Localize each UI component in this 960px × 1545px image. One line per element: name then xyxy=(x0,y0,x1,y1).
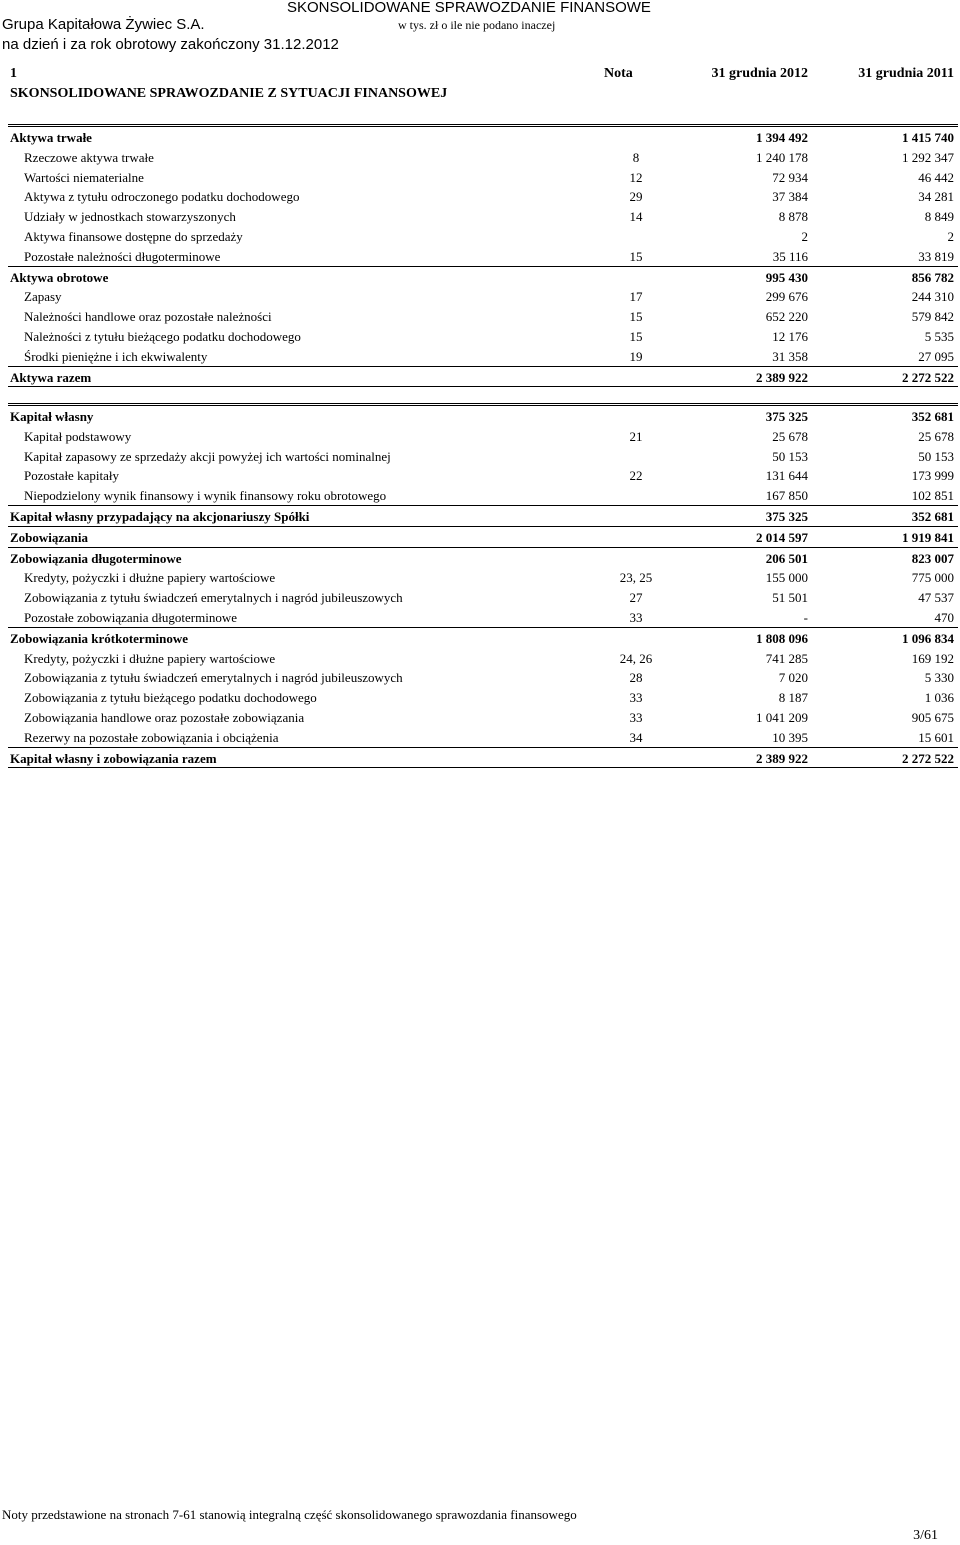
table-row xyxy=(8,587,958,607)
value-2011: 33 819 xyxy=(918,248,954,264)
value-2012: 206 501 xyxy=(765,550,808,566)
table-row xyxy=(8,548,958,568)
row-label: Kredyty, pożyczki i dłużne papiery wartościowe xyxy=(24,570,276,586)
row-note: 24, 26 xyxy=(619,650,653,666)
row-label: Zobowiązania z tytułu świadczeń emerytalnych i nagród jubileuszowych xyxy=(24,670,403,686)
table-row xyxy=(8,446,958,466)
table-row xyxy=(8,326,958,346)
header-period: na dzień i za rok obrotowy zakończony 31.12.2012 xyxy=(2,36,339,53)
value-2012: 299 676 xyxy=(765,289,808,305)
row-label: Kapitał zapasowy ze sprzedaży akcji powyżej ich wartości nominalnej xyxy=(24,448,391,464)
row-label: Pozostałe należności długoterminowe xyxy=(24,248,221,264)
value-2012: 72 934 xyxy=(772,169,808,185)
table-row xyxy=(8,707,958,727)
row-label: Kapitał własny xyxy=(10,409,94,424)
value-2011: 102 851 xyxy=(911,488,954,504)
table-row xyxy=(8,687,958,707)
table-row xyxy=(8,628,958,648)
statement-title: SKONSOLIDOWANE SPRAWOZDANIE Z SYTUACJI FINANSOWEJ xyxy=(10,86,448,101)
row-label: Aktywa obrotowe xyxy=(10,269,109,285)
row-note: 28 xyxy=(629,670,643,686)
value-2011: 169 192 xyxy=(911,650,954,666)
value-2012: 8 878 xyxy=(778,209,808,225)
value-2011: 46 442 xyxy=(918,169,954,185)
page-number: 3/61 xyxy=(913,1528,938,1543)
value-2011: 470 xyxy=(934,609,954,625)
value-2012: 131 644 xyxy=(765,468,808,484)
row-label: Zobowiązania handlowe oraz pozostałe zobowiązania xyxy=(24,709,305,725)
row-label: Aktywa z tytułu odroczonego podatku dochodowego xyxy=(24,189,300,205)
value-2011: 775 000 xyxy=(911,570,954,586)
row-note: 15 xyxy=(629,248,643,264)
value-2012: 2 389 922 xyxy=(756,369,808,385)
assets-table xyxy=(8,124,958,387)
row-label: Aktywa finansowe dostępne do sprzedaży xyxy=(24,228,243,244)
value-2012: 375 325 xyxy=(765,409,808,424)
row-label: Aktywa trwałe xyxy=(10,130,92,145)
table-row xyxy=(8,727,958,748)
row-label: Kapitał podstawowy xyxy=(24,428,132,444)
row-label: Aktywa razem xyxy=(10,369,92,385)
table-row xyxy=(8,426,958,446)
value-2012: 10 395 xyxy=(772,729,808,745)
value-2011: 2 272 522 xyxy=(902,369,954,385)
value-2012: 51 501 xyxy=(772,590,808,606)
table-row xyxy=(8,485,958,506)
row-label: Zobowiązania xyxy=(10,529,89,545)
column-header-nota: Nota xyxy=(604,66,633,81)
row-note: 15 xyxy=(629,309,643,325)
row-note: 21 xyxy=(629,428,643,444)
value-2011: 2 xyxy=(947,228,954,244)
row-note: 33 xyxy=(629,609,643,625)
row-label: Kredyty, pożyczki i dłużne papiery wartościowe xyxy=(24,650,276,666)
value-2011: 579 842 xyxy=(911,309,954,325)
row-label: Rzeczowe aktywa trwałe xyxy=(24,149,154,165)
row-note: 29 xyxy=(629,189,643,205)
table-row xyxy=(8,506,958,527)
table-row xyxy=(8,206,958,226)
value-2011: 34 281 xyxy=(918,189,954,205)
value-2011: 50 153 xyxy=(918,448,954,464)
value-2011: 1 919 841 xyxy=(902,529,954,545)
row-label: Środki pieniężne i ich ekwiwalenty xyxy=(24,348,208,364)
section-number: 1 xyxy=(10,66,17,81)
value-2012: 155 000 xyxy=(765,570,808,586)
row-note: 33 xyxy=(629,690,643,706)
value-2011: 5 535 xyxy=(924,328,954,344)
header-company: Grupa Kapitałowa Żywiec S.A. xyxy=(2,16,205,33)
row-note: 33 xyxy=(629,709,643,725)
table-row xyxy=(8,246,958,266)
row-note: 14 xyxy=(629,209,643,225)
value-2012: 1 394 492 xyxy=(756,130,808,145)
row-note: 17 xyxy=(629,289,643,305)
table-row xyxy=(8,527,958,548)
table-row xyxy=(8,366,958,388)
table-row xyxy=(8,567,958,587)
value-2012: 12 176 xyxy=(772,328,808,344)
value-2011: 25 678 xyxy=(918,428,954,444)
value-2012: 1 808 096 xyxy=(756,630,808,646)
value-2011: 244 310 xyxy=(911,289,954,305)
value-2011: 1 292 347 xyxy=(902,149,954,165)
column-header-2012: 31 grudnia 2012 xyxy=(711,66,808,81)
table-row xyxy=(8,127,958,147)
table-row xyxy=(8,607,958,628)
value-2011: 1 036 xyxy=(924,690,954,706)
row-label: Zobowiązania długoterminowe xyxy=(10,550,182,566)
row-label: Należności z tytułu bieżącego podatku dochodowego xyxy=(24,328,301,344)
value-2011: 1 415 740 xyxy=(902,130,954,145)
value-2011: 823 007 xyxy=(911,550,954,566)
row-label: Zobowiązania z tytułu bieżącego podatku dochodowego xyxy=(24,690,317,706)
table-row xyxy=(8,226,958,246)
value-2011: 27 095 xyxy=(918,348,954,364)
column-header-2011: 31 grudnia 2011 xyxy=(858,66,954,81)
row-note: 12 xyxy=(629,169,643,185)
row-label: Rezerwy na pozostałe zobowiązania i obciążenia xyxy=(24,729,279,745)
row-label: Wartości niematerialne xyxy=(24,169,144,185)
row-label: Należności handlowe oraz pozostałe należności xyxy=(24,309,272,325)
row-note: 27 xyxy=(629,590,643,606)
value-2011: 905 675 xyxy=(911,709,954,725)
value-2012: 25 678 xyxy=(772,428,808,444)
header-unit: w tys. zł o ile nie podano inaczej xyxy=(398,18,556,32)
row-label: Zobowiązania krótkoterminowe xyxy=(10,630,189,646)
row-note: 15 xyxy=(629,328,643,344)
table-row xyxy=(8,306,958,326)
value-2012: 1 240 178 xyxy=(756,149,808,165)
value-2012: 2 xyxy=(801,228,808,244)
table-row xyxy=(8,667,958,687)
table-row xyxy=(8,648,958,668)
table-row xyxy=(8,186,958,206)
row-label: Pozostałe kapitały xyxy=(24,468,119,484)
value-2012: 50 153 xyxy=(772,448,808,464)
header-title: SKONSOLIDOWANE SPRAWOZDANIE FINANSOWE xyxy=(287,0,651,16)
row-note: 8 xyxy=(632,149,640,165)
table-row xyxy=(8,286,958,306)
value-2012: 652 220 xyxy=(765,309,808,325)
value-2011: 173 999 xyxy=(911,468,954,484)
table-row xyxy=(8,346,958,366)
value-2012: 31 358 xyxy=(772,348,808,364)
row-label: Niepodzielony wynik finansowy i wynik finansowy roku obrotowego xyxy=(24,488,387,504)
value-2012: 7 020 xyxy=(778,670,808,686)
row-label: Pozostałe zobowiązania długoterminowe xyxy=(24,609,237,625)
value-2012: 8 187 xyxy=(778,690,808,706)
section-header xyxy=(8,64,958,110)
value-2011: 8 849 xyxy=(924,209,954,225)
value-2012: - xyxy=(803,609,808,625)
value-2011: 1 096 834 xyxy=(902,630,954,646)
footer-note: Noty przedstawione na stronach 7-61 stanowią integralną część skonsolidowanego sprawozdania finansowego xyxy=(2,1507,577,1522)
table-row xyxy=(8,465,958,485)
value-2011: 2 272 522 xyxy=(902,750,954,766)
row-note: 34 xyxy=(629,729,643,745)
value-2011: 352 681 xyxy=(911,508,954,524)
row-label: Zapasy xyxy=(24,289,62,305)
row-label: Kapitał własny i zobowiązania razem xyxy=(10,750,217,766)
value-2011: 5 330 xyxy=(924,670,954,686)
value-2011: 47 537 xyxy=(918,590,954,606)
row-note: 22 xyxy=(629,468,643,484)
table-row xyxy=(8,748,958,769)
table-row xyxy=(8,147,958,167)
value-2012: 37 384 xyxy=(772,189,808,205)
row-note: 23, 25 xyxy=(619,570,653,586)
value-2012: 375 325 xyxy=(765,508,808,524)
liabilities-table xyxy=(8,403,958,768)
value-2011: 352 681 xyxy=(911,409,954,424)
value-2012: 2 389 922 xyxy=(756,750,808,766)
value-2012: 35 116 xyxy=(772,248,808,264)
row-note: 19 xyxy=(629,348,643,364)
value-2012: 1 041 209 xyxy=(756,709,808,725)
row-label: Udziały w jednostkach stowarzyszonych xyxy=(24,209,236,225)
table-row xyxy=(8,266,958,287)
row-label: Kapitał własny przypadający na akcjonariuszy Spółki xyxy=(10,508,310,524)
value-2012: 167 850 xyxy=(765,488,808,504)
value-2011: 856 782 xyxy=(911,269,954,285)
value-2011: 15 601 xyxy=(918,729,954,745)
value-2012: 995 430 xyxy=(765,269,808,285)
value-2012: 2 014 597 xyxy=(756,529,808,545)
table-row xyxy=(8,167,958,187)
row-label: Zobowiązania z tytułu świadczeń emerytalnych i nagród jubileuszowych xyxy=(24,590,403,606)
value-2012: 741 285 xyxy=(765,650,808,666)
table-row xyxy=(8,406,958,426)
